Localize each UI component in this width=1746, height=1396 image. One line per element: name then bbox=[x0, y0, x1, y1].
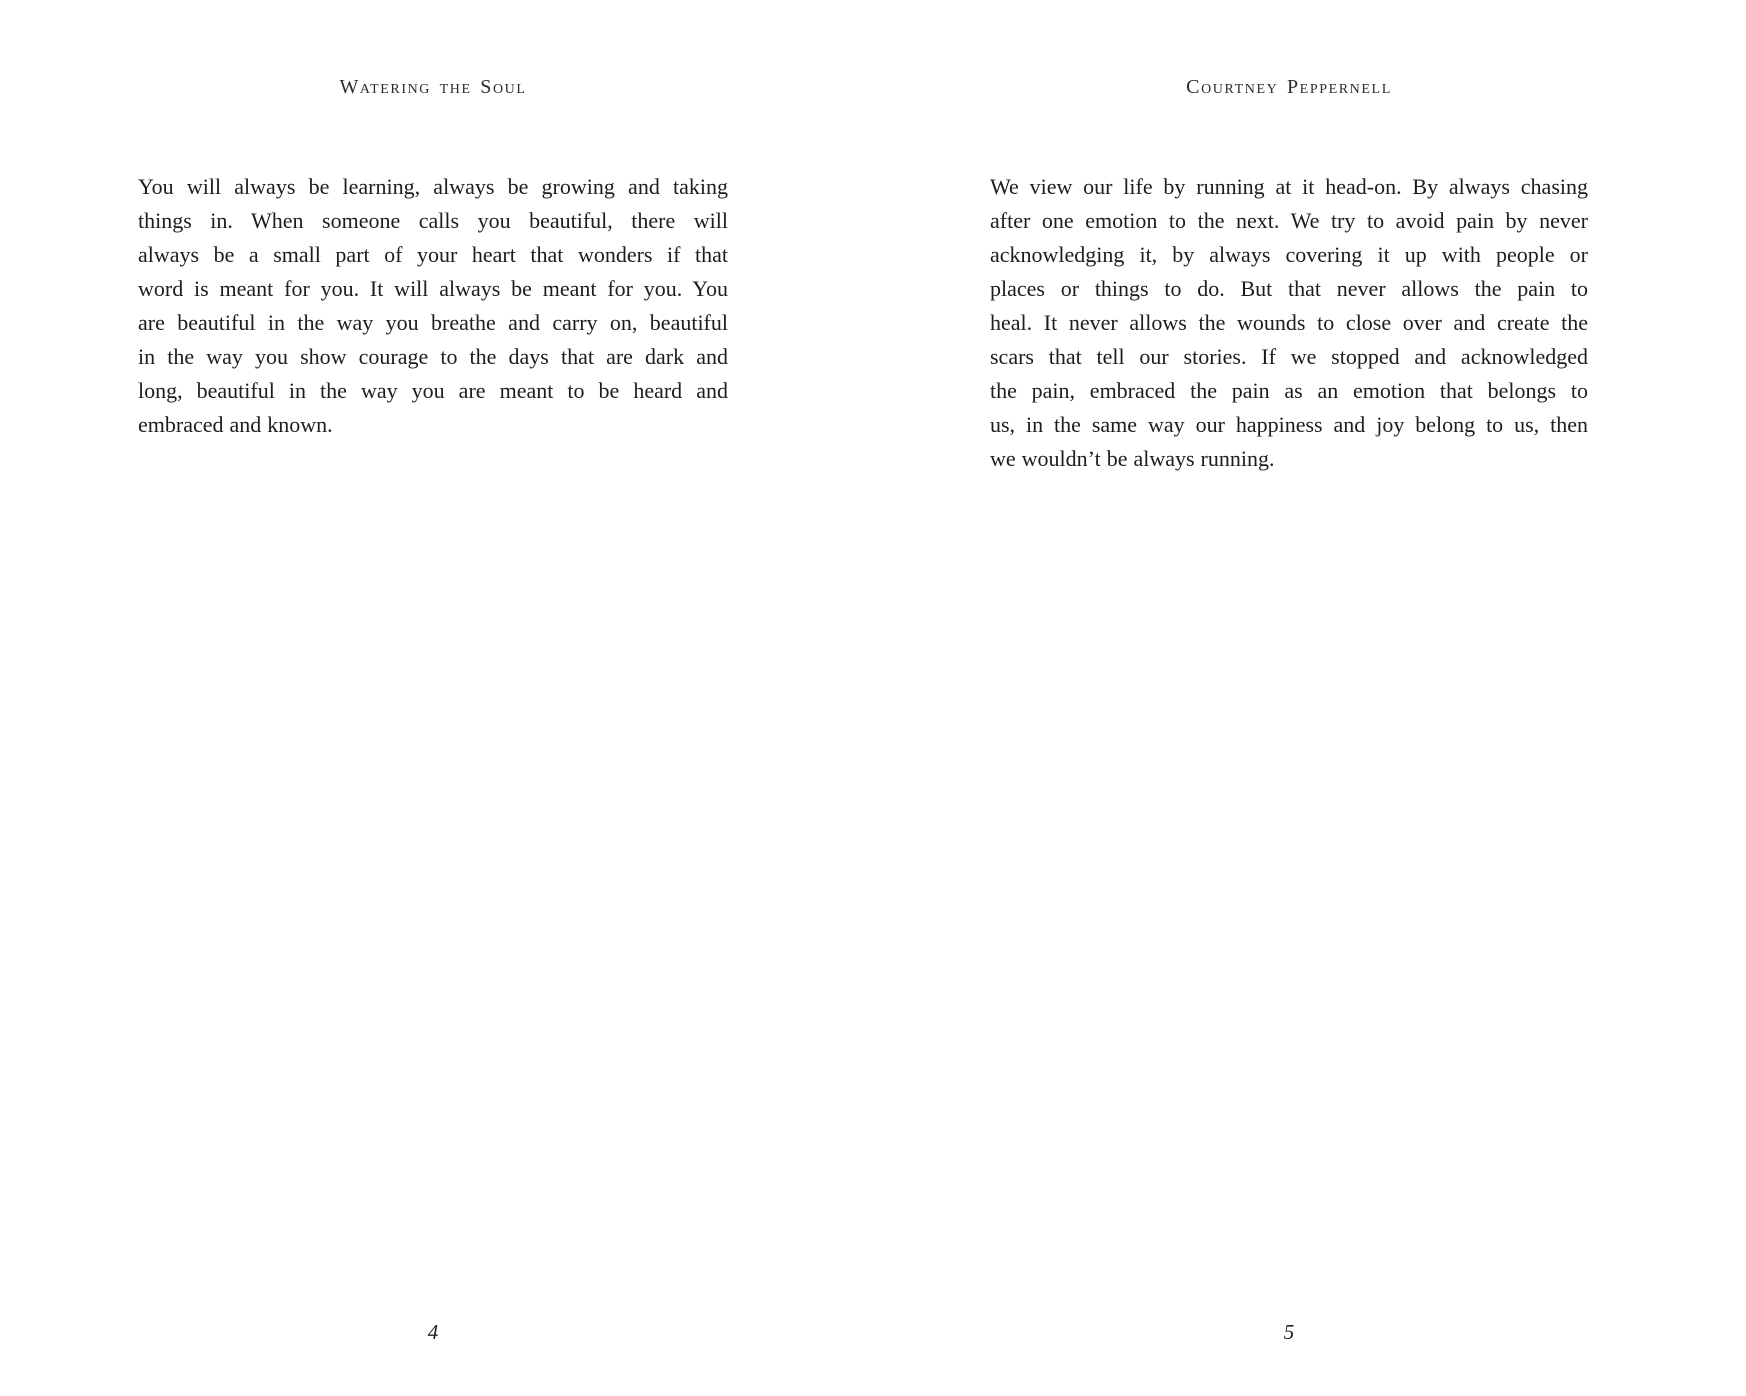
left-page-paragraph bbox=[138, 170, 728, 442]
left-page bbox=[138, 0, 728, 1396]
paragraph-line: word is meant for you. It will always be meant for you. You bbox=[138, 276, 728, 301]
paragraph-line: we wouldn’t be always running. bbox=[990, 446, 1275, 471]
paragraph-line: the pain, embraced the pain as an emotion that belongs to bbox=[990, 378, 1588, 403]
paragraph-line: acknowledging it, by always covering it up with people or bbox=[990, 242, 1588, 267]
paragraph-line: always be a small part of your heart that wonders if that bbox=[138, 242, 728, 267]
paragraph-line: You will always be learning, always be growing and taking bbox=[138, 174, 728, 199]
paragraph-line: in the way you show courage to the days that are dark and bbox=[138, 344, 728, 369]
right-running-header: Courtney Peppernell bbox=[1186, 76, 1392, 98]
paragraph-line: places or things to do. But that never allows the pain to bbox=[990, 276, 1588, 301]
paragraph-line: things in. When someone calls you beautiful, there will bbox=[138, 208, 728, 233]
paragraph-line: are beautiful in the way you breathe and carry on, beautiful bbox=[138, 310, 728, 335]
paragraph-line: after one emotion to the next. We try to avoid pain by never bbox=[990, 208, 1588, 233]
right-page-paragraph bbox=[990, 170, 1588, 476]
paragraph-line: scars that tell our stories. If we stopped and acknowledged bbox=[990, 344, 1588, 369]
right-page-number: 5 bbox=[1283, 1320, 1295, 1344]
paragraph-line: us, in the same way our happiness and joy belong to us, then bbox=[990, 412, 1588, 437]
left-running-header: Watering the Soul bbox=[339, 76, 527, 98]
paragraph-line: heal. It never allows the wounds to close over and create the bbox=[990, 310, 1588, 335]
paragraph-line: long, beautiful in the way you are meant to be heard and bbox=[138, 378, 728, 403]
left-page-number: 4 bbox=[427, 1320, 439, 1344]
paragraph-line: embraced and known. bbox=[138, 412, 333, 437]
paragraph-line: We view our life by running at it head-on. By always chasing bbox=[990, 174, 1588, 199]
right-page bbox=[990, 0, 1588, 1396]
